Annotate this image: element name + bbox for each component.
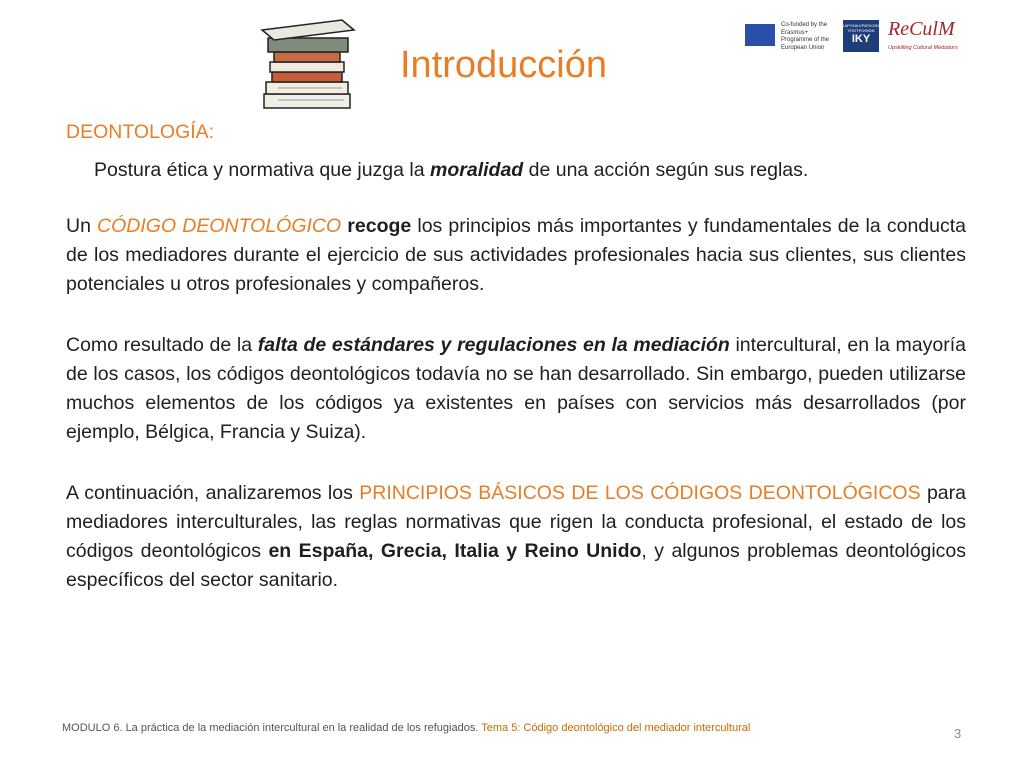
definition-part2: de una acción según sus reglas. xyxy=(523,159,809,181)
para2-emphasis: falta de estándares y regulaciones en la mediación xyxy=(257,334,730,356)
page-number: 3 xyxy=(954,726,962,741)
definition-part1: Postura ética y normativa que juzga la xyxy=(94,159,431,181)
para2-lead: Como resultado de la xyxy=(66,334,258,356)
para3-bold: en España, Grecia, Italia y Reino Unido xyxy=(268,540,642,562)
para1-lead: Un xyxy=(66,215,98,237)
reculm-tagline: Upskilling Cultural Mediators xyxy=(888,45,958,51)
eu-flag-icon xyxy=(745,24,775,46)
definition-text xyxy=(66,156,966,185)
erasmus-caption: Co-funded by the Erasmus+ Programme of the European Union xyxy=(781,22,830,51)
definition-emphasis: moralidad xyxy=(430,159,524,181)
slide-footer xyxy=(62,722,750,734)
paragraph-code xyxy=(66,212,966,299)
slide-body xyxy=(66,118,966,595)
paragraph-standards xyxy=(66,331,966,447)
para3-middle: para mediadores interculturales, las reglas normativas que rigen la conducta profesional, el estado de los códigos deontológicos xyxy=(66,482,966,562)
para1-rest: los principios más importantes y fundamentales de la conducta de los mediadores durante el ejercicio de sus actividades profesionales hacia sus clientes, sus clientes potenciales u otros profesionales y compañeros. xyxy=(66,215,966,295)
books-stack-icon xyxy=(258,16,358,112)
para1-code-term: CÓDIGO DEONTOLÓGICO xyxy=(97,215,342,237)
section-heading: DEONTOLOGÍA: xyxy=(66,121,215,143)
iky-label: IKY xyxy=(851,33,871,45)
iky-caption: ΙΔΡΥΜΑ ΚΡΑΤΙΚΩΝ ΥΠΟΤΡΟΦΙΩΝ xyxy=(843,23,879,33)
reculm-logo: ReCulM xyxy=(888,18,955,40)
footer-tema: Tema 5: Código deontológico del mediador intercultural xyxy=(481,722,751,734)
para2-rest: intercultural, en la mayoría de los casos, los códigos deontológicos todavía no se han desarrollado. Sin embargo, pueden utilizarse muchos elementos de los códigos ya existentes en países con servicios más desarrollados (por ejemplo, Bélgica, Francia y Suiza). xyxy=(66,334,966,443)
paragraph-overview xyxy=(66,479,966,595)
slide-title: Introducción xyxy=(400,44,608,86)
para3-highlight: PRINCIPIOS BÁSICOS DE LOS CÓDIGOS DEONTOLÓGICOS xyxy=(359,482,921,504)
para3-lead: A continuación, analizaremos los xyxy=(66,482,360,504)
para1-bold: recoge xyxy=(347,215,412,237)
iky-logo xyxy=(843,20,879,52)
footer-module: MODULO 6. La práctica de la mediación intercultural en la realidad de los refugiados. xyxy=(62,722,482,734)
partner-logos xyxy=(745,18,1000,56)
para3-rest: , y algunos problemas deontológicos específicos del sector sanitario. xyxy=(66,540,967,591)
